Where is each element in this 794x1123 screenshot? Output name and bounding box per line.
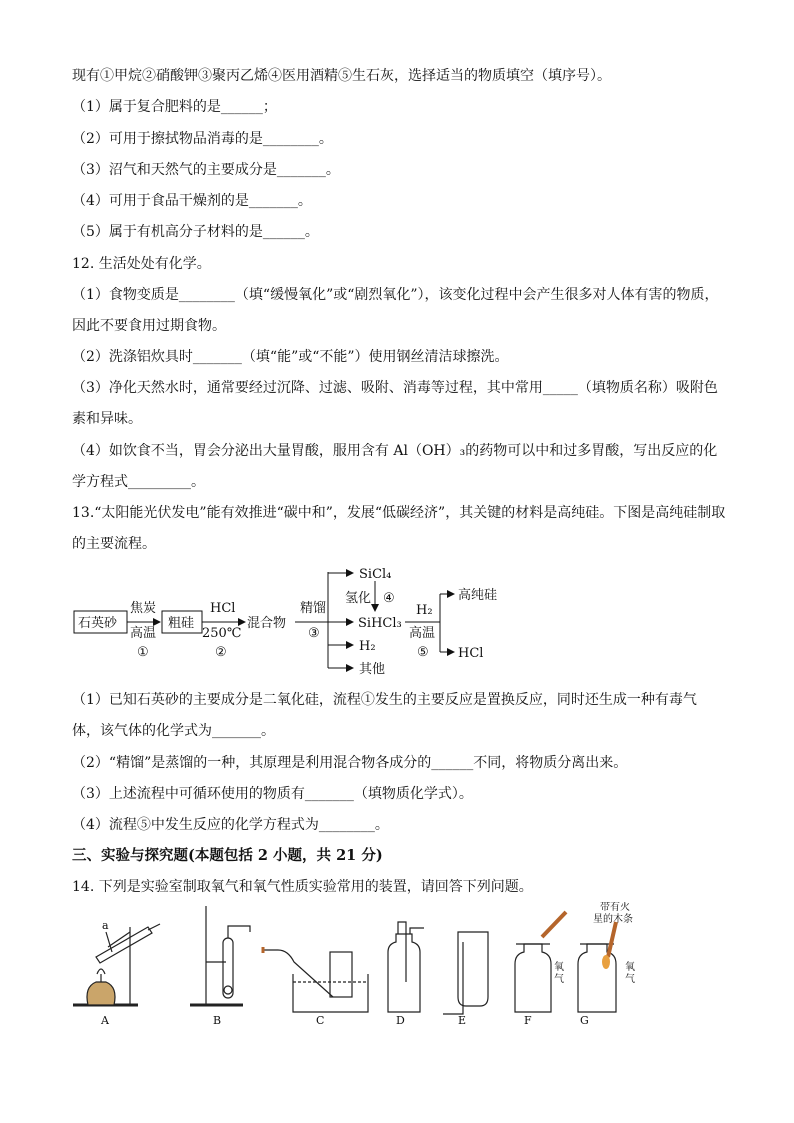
q12-line-6: （4）如饮食不当，胃会分泌出大量胃酸，服用含有 Al（OH）₃的药物可以中和过多胃酸，写出反应的化: [72, 443, 718, 459]
oxygen-g-1: 氧: [625, 962, 635, 973]
q14-intro: 14. 下列是实验室制取氧气和氧气性质实验常用的装置，请回答下列问题。: [72, 879, 533, 895]
apparatus-b: [190, 906, 250, 1005]
label-a-small: a: [102, 919, 109, 932]
crude-silicon-label: 粗硅: [168, 616, 195, 631]
h2-label: H₂: [359, 639, 376, 654]
sihcl3-label: SiHCl₃: [358, 616, 402, 631]
q11-item-3: （3）沼气和天然气的主要成分是_______。: [72, 162, 340, 178]
step5-label: ⑤: [417, 645, 429, 660]
oxygen-g-2: 气: [625, 974, 635, 985]
step2-label: ②: [215, 645, 227, 660]
coke-label: 焦炭: [130, 601, 157, 616]
q13-question-1b: 体，该气体的化学式为_______。: [72, 723, 275, 739]
apparatus-label-g: G: [580, 1014, 589, 1027]
apparatus-label-d: D: [396, 1014, 405, 1027]
q12-line-3: （2）洗涤铝炊具时_______（填“能”或“不能”）使用钢丝清洁球擦洗。: [72, 349, 509, 365]
sicl4-label: SiCl₄: [359, 567, 392, 582]
mixture-label: 混合物: [247, 616, 287, 631]
pure-silicon-label: 高纯硅: [458, 588, 498, 603]
apparatus-label-c: C: [316, 1014, 325, 1027]
apparatus-g: [578, 922, 616, 1012]
oxygen-f-1: 氧: [554, 962, 564, 973]
q11-item-1: （1）属于复合肥料的是______；: [72, 99, 277, 115]
q12-title: 12. 生活处处有化学。: [72, 256, 211, 272]
section3-heading: 三、实验与探究题(本题包括 2 小题，共 21 分): [72, 847, 383, 864]
apparatus-d: [388, 922, 424, 1012]
q13-question-4: （4）流程⑤中发生反应的化学方程式为________。: [72, 817, 389, 833]
q12-line-7: 学方程式_________。: [72, 474, 205, 490]
q12-line-4: （3）净化天然水时，通常要经过沉降、过滤、吸附、消毒等过程，其中常用_____（填物质名称）吸附色: [72, 380, 718, 396]
q13-line-1: 13.“太阳能光伏发电”能有效推进“碳中和”，发展“低碳经济”，其关键的材料是高纯硅。下图是高纯硅制取: [72, 505, 726, 521]
q13-question-2: （2）“精馏”是蒸馏的一种，其原理是利用混合物各成分的______不同，将物质分离出来。: [72, 755, 628, 771]
lab-apparatus-figure: [68, 902, 668, 1027]
step5-h2-label: H₂: [416, 603, 433, 618]
q12-line-2: 因此不要食用过期食物。: [72, 318, 226, 334]
other-label: 其他: [359, 662, 386, 677]
glowing-splint-note-1: 带有火: [600, 902, 630, 913]
high-temp-label: 高温: [130, 626, 157, 641]
temp-250-label: 250℃: [202, 626, 242, 641]
hcl-out-label: HCl: [458, 646, 484, 661]
q11-item-5: （5）属于有机高分子材料的是______。: [72, 224, 319, 240]
step5-temp-label: 高温: [409, 626, 436, 641]
hcl-label: HCl: [210, 601, 236, 616]
q11-item-2: （2）可用于擦拭物品消毒的是________。: [72, 131, 333, 147]
glowing-splint-note-2: 星的木条: [593, 914, 633, 925]
q13-question-3: （3）上述流程中可循环使用的物质有_______（填物质化学式）。: [72, 786, 473, 802]
apparatus-label-e: E: [458, 1014, 467, 1027]
q12-line-1: （1）食物变质是________（填“缓慢氧化”或“剧烈氧化”），该变化过程中会产生很多对人体有害的物质，: [72, 287, 719, 303]
step4-label: ④: [383, 591, 395, 606]
oxygen-f-2: 气: [554, 974, 564, 985]
silicon-process-flowchart: [70, 566, 530, 682]
distill-label: 精馏: [300, 601, 327, 616]
apparatus-label-a: A: [101, 1014, 109, 1027]
apparatus-e: [443, 932, 488, 1014]
q11-item-4: （4）可用于食品干燥剂的是_______。: [72, 193, 312, 209]
apparatus-label-f: F: [524, 1014, 532, 1027]
q12-line-5: 素和异味。: [72, 411, 142, 427]
quartz-sand-label: 石英砂: [78, 616, 118, 631]
q13-line-2: 的主要流程。: [72, 536, 156, 552]
apparatus-a: [73, 919, 160, 1005]
hydrogenation-label: 氢化: [345, 591, 372, 606]
apparatus-label-b: B: [213, 1014, 222, 1027]
apparatus-c: [263, 947, 368, 1012]
step1-label: ①: [137, 645, 149, 660]
step3-label: ③: [308, 626, 320, 641]
q13-question-1: （1）已知石英砂的主要成分是二氧化硅，流程①发生的主要反应是置换反应，同时还生成一种有毒气: [72, 692, 697, 708]
q11-intro: 现有①甲烷②硝酸钾③聚丙乙烯④医用酒精⑤生石灰，选择适当的物质填空（填序号）。: [72, 68, 611, 84]
